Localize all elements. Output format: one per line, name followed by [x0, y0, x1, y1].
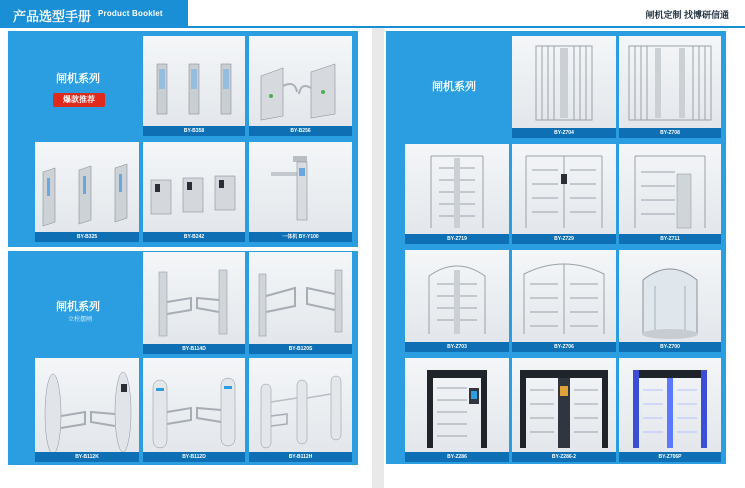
product-label: BY-Z708	[619, 128, 721, 138]
product-card[interactable]	[512, 358, 616, 462]
product-card[interactable]	[619, 36, 721, 138]
pillar-swing-gate-icon	[143, 252, 245, 354]
header-rule	[188, 26, 745, 28]
product-card[interactable]	[249, 36, 352, 136]
rotor-turnstile-icon	[405, 144, 509, 244]
header-bar	[0, 0, 188, 28]
product-card[interactable]	[512, 144, 616, 244]
series-sub-label: 立柱摆闸	[68, 317, 93, 323]
swing-gate-arms-icon	[249, 36, 352, 136]
product-card[interactable]	[405, 144, 509, 244]
dome-turnstile-double-icon	[512, 250, 616, 352]
hot-badge: 爆款推荐	[53, 93, 105, 107]
product-label: BY-B242	[143, 232, 245, 242]
product-card[interactable]	[405, 250, 509, 352]
product-card[interactable]	[405, 358, 509, 462]
product-card[interactable]	[619, 250, 721, 352]
product-label: BY-Z706	[512, 342, 616, 352]
product-card[interactable]	[512, 36, 616, 138]
speed-gate-compact-icon	[143, 142, 245, 242]
lit-turnstile-blue-icon	[619, 358, 721, 462]
oval-pillar-gate-icon	[35, 358, 139, 462]
product-label: BY-B256	[249, 126, 352, 136]
product-card[interactable]	[512, 250, 616, 352]
product-card[interactable]	[249, 358, 352, 462]
booklet-title: 产品选型手册	[13, 9, 92, 24]
full-height-turnstile-icon	[512, 36, 616, 138]
full-height-double-icon	[619, 36, 721, 138]
product-label: 一体机 BY-Y100	[249, 232, 352, 242]
slogan: 闸机定制 找博研信通	[645, 10, 729, 20]
dome-turnstile-icon	[405, 250, 509, 352]
product-label: BY-Z719	[405, 234, 509, 244]
product-card[interactable]	[249, 142, 352, 242]
single-pole-barrier-icon	[249, 142, 352, 242]
product-label: BY-Z700	[619, 342, 721, 352]
product-label: BY-B114D	[143, 344, 245, 354]
series-title: 闸机系列	[56, 73, 100, 85]
speed-gate-tall-icon	[35, 142, 139, 242]
product-label: BY-B120S	[249, 344, 352, 354]
product-label: BY-Z711	[619, 234, 721, 244]
product-label: BY-B112H	[249, 452, 352, 462]
product-card[interactable]	[35, 358, 139, 462]
dark-turnstile-reader-icon	[405, 358, 509, 462]
product-card[interactable]	[143, 252, 245, 354]
product-label: BY-B112D	[143, 452, 245, 462]
rotor-turnstile-compact-icon	[619, 144, 721, 244]
product-label: BY-Z703	[405, 342, 509, 352]
product-card[interactable]	[143, 358, 245, 462]
round-pillar-gate-icon	[143, 358, 245, 462]
booklet-subtitle: Product Booklet	[98, 9, 163, 18]
product-card[interactable]	[143, 142, 245, 242]
product-card[interactable]	[143, 36, 245, 136]
product-label: BY-B325	[35, 232, 139, 242]
glass-drum-gate-icon	[619, 250, 721, 352]
page-spine	[372, 28, 384, 488]
pillar-swing-gate-slim-icon	[249, 252, 352, 354]
pillar-gate-handrail-icon	[249, 358, 352, 462]
product-label: BY-Z286-2	[512, 452, 616, 462]
product-label: BY-Z729	[512, 234, 616, 244]
product-card[interactable]	[249, 252, 352, 354]
product-card[interactable]	[619, 144, 721, 244]
product-label: BY-Z706P	[619, 452, 721, 462]
product-card[interactable]	[619, 358, 721, 462]
product-label: BY-B112K	[35, 452, 139, 462]
product-label: BY-Z704	[512, 128, 616, 138]
speed-gate-glass-icon	[143, 36, 245, 136]
series-title: 闸机系列	[56, 301, 100, 313]
product-card[interactable]	[35, 142, 139, 242]
product-label: BY-B358	[143, 126, 245, 136]
rotor-turnstile-double-icon	[512, 144, 616, 244]
dark-turnstile-double-icon	[512, 358, 616, 462]
product-label: BY-Z286	[405, 452, 509, 462]
series-title: 闸机系列	[432, 81, 476, 93]
